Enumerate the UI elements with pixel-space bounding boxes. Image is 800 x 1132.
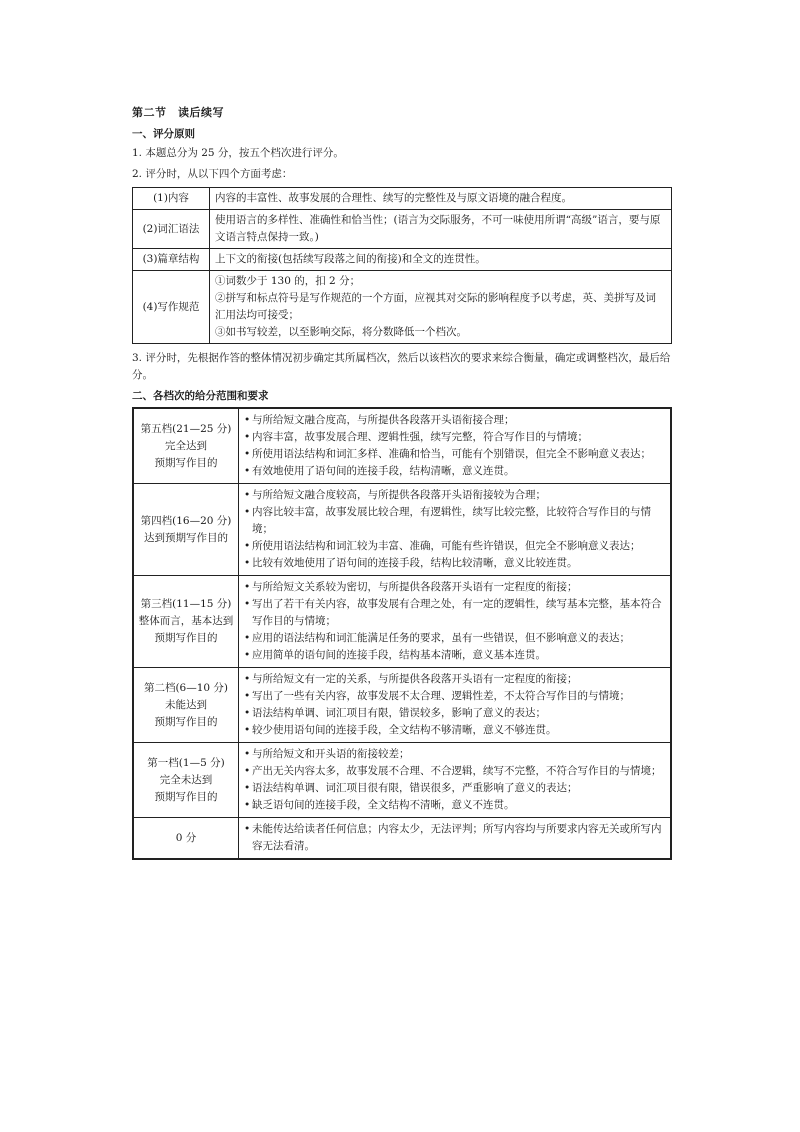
- table-row: [133, 484, 671, 576]
- list-item: • 与所给短文融合度较高，与所提供各段落开头语衔接较为合理；: [244, 489, 546, 501]
- aspect-desc: 上下文的衔接(包括续写段落之间的衔接)和全文的连贯性。: [210, 249, 672, 271]
- rule-3: 3. 评分时，先根据作答的整体情况初步确定其所属档次，然后以该档次的要求来综合衡量，确定或调整档次，最后给分。: [132, 352, 671, 381]
- list-item: • 内容丰富，故事发展合理、逻辑性强，续写完整，符合写作目的与情境；: [244, 431, 588, 443]
- table-row: [133, 210, 672, 249]
- list-item: • 应用的语法结构和词汇能满足任务的要求，虽有一些错误，但不影响意义的表达；: [244, 632, 630, 644]
- list-item: • 与所给短文融合度高，与所提供各段落开头语衔接合理；: [244, 414, 515, 426]
- aspect-desc: ①词数少于 130 的，扣 2 分； ②拼写和标点符号是写作规范的一个方面，应视其对交际的影响程度予以考虑，英、美拼写及词汇用法均可接受； ③如书写较差，以至影响交际，将分数降低一个档次。: [210, 271, 672, 344]
- part2-heading: 二、各档次的给分范围和要求: [132, 390, 269, 402]
- list-item: • 与所给短文关系较为密切，与所提供各段落开头语有一定程度的衔接；: [244, 581, 578, 593]
- list-item: • 语法结构单调、词汇项目很有限，错误很多，严重影响了意义的表达；: [244, 782, 578, 794]
- rule-2: 2. 评分时，从以下四个方面考虑：: [132, 168, 293, 180]
- part1-heading: 一、评分原则: [132, 128, 195, 140]
- list-item: • 写出了若干有关内容，故事发展有合理之处，有一定的逻辑性，续写基本完整，基本符合写作目的与情境；: [244, 598, 662, 627]
- band-label: 第三档(11—15 分) 整体而言，基本达到 预期写作目的: [133, 576, 239, 668]
- aspect-label: (2)词汇语法: [133, 210, 210, 249]
- aspect-desc: 内容的丰富性、故事发展的合理性、续写的完整性及与原文语境的融合程度。: [210, 188, 672, 210]
- band-label: 第二档(6—10 分) 未能达到 预期写作目的: [133, 668, 239, 743]
- list-item: • 所使用语法结构和词汇较为丰富、准确，可能有些许错误，但完全不影响意义表达；: [244, 540, 641, 552]
- aspect-desc: 使用语言的多样性、准确性和恰当性；(语言为交际服务，不可一味使用所谓“高级”语言，要与原文语言特点保持一致。): [210, 210, 672, 249]
- table-row: [133, 743, 671, 818]
- list-item: • 写出了一些有关内容，故事发展不太合理、逻辑性差，不太符合写作目的与情境；: [244, 690, 630, 702]
- list-item: • 产出无关内容太多，故事发展不合理、不合逻辑，续写不完整，不符合写作目的与情境；: [244, 765, 662, 777]
- table-row: [133, 249, 672, 271]
- band-requirements: [239, 484, 672, 576]
- list-item: • 较少使用语句间的连接手段，全文结构不够清晰，意义不够连贯。: [244, 724, 557, 736]
- list-item: • 与所给短文有一定的关系，与所提供各段落开头语有一定程度的衔接；: [244, 673, 578, 685]
- table-row: [133, 188, 672, 210]
- table-row: [133, 271, 672, 344]
- aspects-table: [132, 187, 672, 344]
- band-requirements: [239, 743, 672, 818]
- list-item: • 缺乏语句间的连接手段，全文结构不清晰，意义不连贯。: [244, 799, 515, 811]
- aspect-label: (1)内容: [133, 188, 210, 210]
- bands-table: [132, 407, 672, 860]
- table-row: [133, 408, 671, 484]
- band-requirements: [239, 408, 672, 484]
- band-requirements: [239, 668, 672, 743]
- aspect-label: (4)写作规范: [133, 271, 210, 344]
- list-item: • 应用简单的语句间的连接手段，结构基本清晰，意义基本连贯。: [244, 649, 546, 661]
- rule-1: 1. 本题总分为 25 分，按五个档次进行评分。: [132, 147, 344, 159]
- list-item: • 比较有效地使用了语句间的连接手段，结构比较清晰，意义比较连贯。: [244, 557, 578, 569]
- band-requirements: [239, 576, 672, 668]
- list-item: • 所使用语法结构和词汇多样、准确和恰当，可能有个别错误，但完全不影响意义表达；: [244, 448, 651, 460]
- band-requirements: [239, 818, 672, 860]
- section-title: 第二节 读后续写: [132, 106, 224, 119]
- list-item: • 有效地使用了语句间的连接手段，结构清晰，意义连贯。: [244, 465, 515, 477]
- list-item: • 语法结构单调、词汇项目有限，错误较多，影响了意义的表达；: [244, 707, 546, 719]
- band-label: 0 分: [133, 818, 239, 860]
- table-row: [133, 576, 671, 668]
- list-item: • 未能传达给读者任何信息；内容太少，无法评判；所写内容均与所要求内容无关或所写内容无法看清。: [244, 823, 662, 852]
- list-item: • 内容比较丰富，故事发展比较合理，有逻辑性，续写比较完整，比较符合写作目的与情境；: [244, 506, 651, 535]
- table-row: [133, 818, 671, 860]
- band-label: 第一档(1—5 分) 完全未达到 预期写作目的: [133, 743, 239, 818]
- band-label: 第五档(21—25 分) 完全达到 预期写作目的: [133, 408, 239, 484]
- band-label: 第四档(16—20 分) 达到预期写作目的: [133, 484, 239, 576]
- aspect-label: (3)篇章结构: [133, 249, 210, 271]
- list-item: • 与所给短文和开头语的衔接较差；: [244, 748, 410, 760]
- table-row: [133, 668, 671, 743]
- document-page: [132, 104, 672, 860]
